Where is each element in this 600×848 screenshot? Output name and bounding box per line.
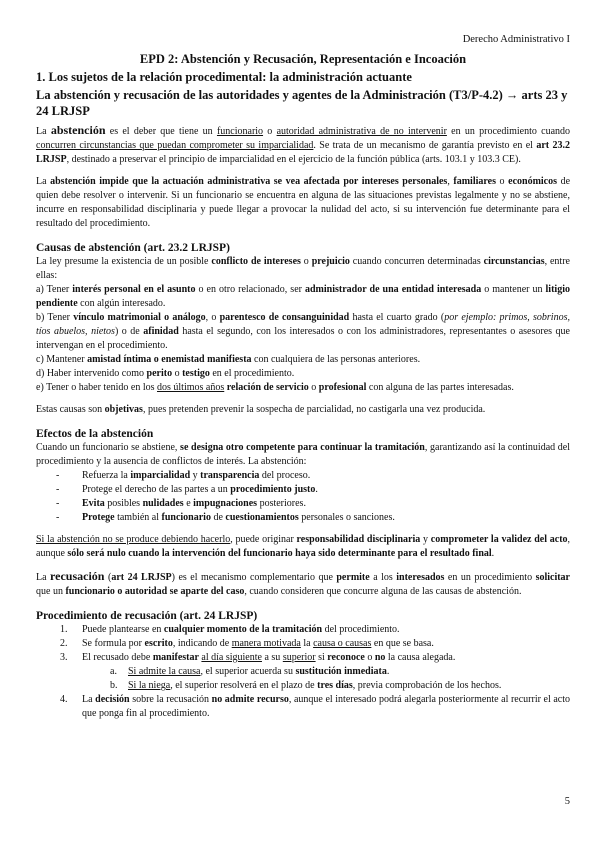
list-item: 2. Se formula por escrito, indicando de manera motivada la causa o causas en que se basa. [60, 638, 434, 649]
document-title: EPD 2: Abstención y Recusación, Representación e Incoación [139, 52, 467, 66]
causa-item-b: b) Tener vínculo matrimonial o análogo, o parentesco de consanguinidad hasta el cuarto grado (por ejemplo: primos, sobrinos, tíos abuelos, nietos) o de afinidad hasta el segundo, con los interesados o con los administradores, representantes o asesores que intervengan en el procedimiento. [36, 312, 570, 351]
efectos-heading: Efectos de la abstención [36, 428, 154, 440]
paragraph-abstencion-effects: La abstención impide que la actuación administrativa se vea afectada por intereses personales, familiares o económicos de quien debe resolver o intervenir. Si un funcionario se encuentra en alguna de las situaciones previstas legalmente y no se abstiene, incurre en responsabilidad disciplinaria y puede llegar a provocar la nulidad del acto, si su intervención fue determinante para el resultado del procedimiento. [36, 176, 571, 229]
page-number: 5 [564, 796, 570, 807]
efectos-list [36, 469, 570, 525]
causa-item-c: c) Mantener amistad íntima o enemistad manifiesta con cualquiera de las personas anteriores. [36, 354, 421, 365]
paragraph-recusacion: La recusación (art 24 LRJSP) es el mecanismo complementario que permite a los interesados en un procedimiento solicitar que un funcionario o autoridad se aparte del caso, cuando consideren que concurre alguna de las causas de abstención. [36, 569, 570, 597]
section-subheading: La abstención y recusación de las autoridades y agentes de la Administración (T3/P-4.2) → arts 23 y 24 LRJSP [36, 88, 568, 118]
list-item: - Protege también al funcionario de cuestionamientos personales o sanciones. [36, 511, 570, 525]
list-item: 3. El recusado debe manifestar al día siguiente a su superior si reconoce o no la causa alegada. a. Si admite la causa, el superior acuerda su sustitución inmediata. b. Si la niega, el superior resolverá en el plazo de tres días, previa comprobación de los hechos. [36, 651, 570, 693]
list-item: 4. La decisión sobre la recusación no admite recurso, aunque el interesado podrá alegarla posteriormente al recurrir el acto que ponga fin al procedimiento. [60, 694, 571, 719]
causas-intro: La ley presume la existencia de un posible conflicto de intereses o prejuicio cuando concurren determinadas circunstancias, entre ellas: [36, 256, 570, 281]
paragraph-abstencion-definition: La abstención es el deber que tiene un funcionario o autoridad administrativa de no intervenir en un procedimiento cuando concurren circunstancias que puedan comprometer su imparcialidad. Se trata de un mecanismo de garantía previsto en el art 23.2 LRJSP, destinado a preservar el principio de imparcialidad en el ejercicio de la función pública (arts. 103.1 y 103.3 CE). [36, 123, 571, 165]
list-item: - Refuerza la imparcialidad y transparencia del proceso. [36, 469, 570, 483]
list-item: 1. Puede plantearse en cualquier momento de la tramitación del procedimiento. [60, 624, 400, 635]
section-heading: 1. Los sujetos de la relación procedimental: la administración actuante [36, 70, 412, 84]
causas-outro: Estas causas son objetivas, pues pretenden prevenir la sospecha de parcialidad, no castigarla una vez producida. [36, 404, 486, 415]
procedimiento-sublist [82, 665, 570, 693]
procedimiento-list [36, 623, 570, 721]
causa-item-a: a) Tener interés personal en el asunto o en otro relacionado, ser administrador de una entidad interesada o mantener un litigio pendiente con algún interesado. [36, 284, 570, 309]
running-header: Derecho Administrativo I [462, 34, 570, 45]
efectos-closing: Si la abstención no se produce debiendo hacerlo, puede originar responsabilidad disciplinaria y comprometer la validez del acto, aunque sólo será nulo cuando la intervención del funcionario haya sido determinante para el resultado final. [36, 534, 571, 559]
causa-item-d: d) Haber intervenido como perito o testigo en el procedimiento. [36, 368, 295, 379]
list-item: b. Si la niega, el superior resolverá en el plazo de tres días, previa comprobación de los hechos. [110, 680, 502, 691]
procedimiento-heading: Procedimiento de recusación (art. 24 LRJSP) [36, 610, 258, 622]
list-item: a. Si admite la causa, el superior acuerda su sustitución inmediata. [110, 666, 390, 677]
document-page [36, 36, 570, 721]
causa-item-e: e) Tener o haber tenido en los dos últimos años relación de servicio o profesional con alguna de las partes interesadas. [36, 382, 514, 393]
list-item: - Evita posibles nulidades e impugnaciones posteriores. [36, 497, 570, 511]
causas-heading: Causas de abstención (art. 23.2 LRJSP) [36, 242, 230, 254]
efectos-intro: Cuando un funcionario se abstiene, se designa otro competente para continuar la tramitación, garantizando así la continuidad del procedimiento y la ausencia de conflictos de interés. La abstención: [36, 442, 570, 467]
list-item: - Protege el derecho de las partes a un procedimiento justo. [36, 483, 570, 497]
